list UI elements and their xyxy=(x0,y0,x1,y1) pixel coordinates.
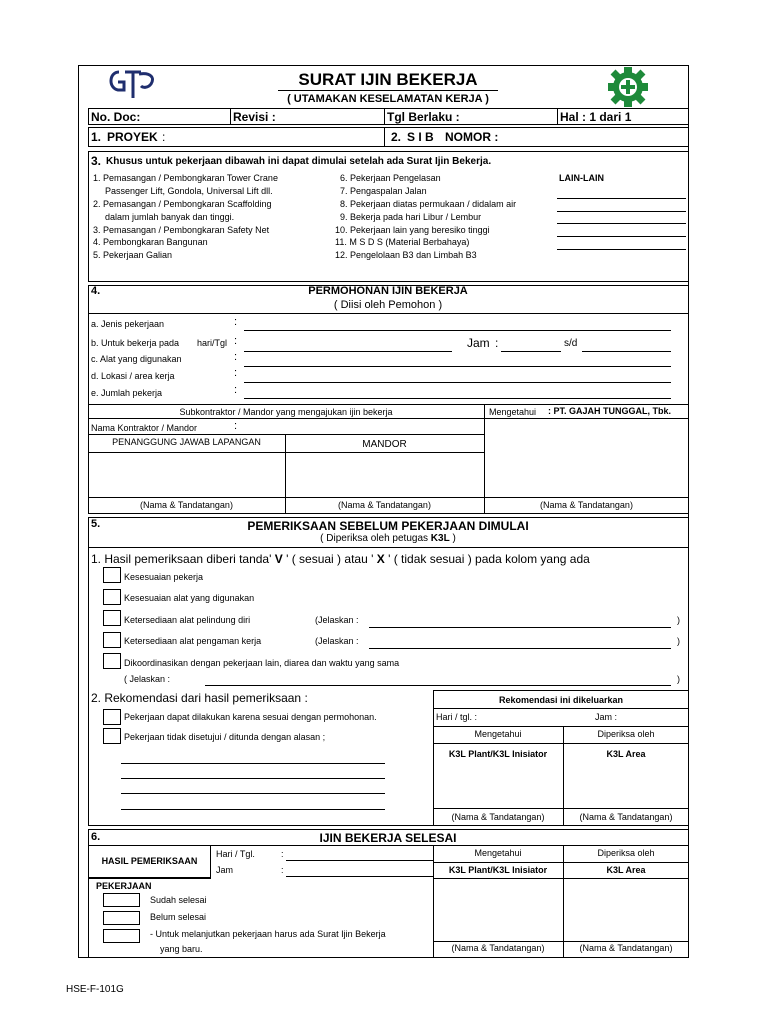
sec3-mid-0: 6. Pekerjaan Pengelasan xyxy=(340,173,441,183)
rek-1-label: Pekerjaan dapat dilakukan karena sesuai dengan permohonan. xyxy=(124,712,377,722)
sec3-mid-1: 7. Pengaspalan Jalan xyxy=(340,186,427,196)
sec3-left-4: 3. Pemasangan / Pembongkaran Safety Net xyxy=(93,225,270,235)
jelaskan-4-input[interactable] xyxy=(205,685,671,686)
item-3-label: Ketersediaan alat pengaman kerja xyxy=(124,636,262,646)
sec6-diperiksa: Diperiksa oleh xyxy=(597,848,655,858)
sec6-hari-label: Hari / Tgl. xyxy=(216,849,255,859)
sec6-jam-label: Jam xyxy=(216,865,234,875)
rek-area-signature-area[interactable] xyxy=(564,762,688,807)
form-code: HSE-F-101G xyxy=(66,984,124,995)
lokasi-input[interactable] xyxy=(244,382,671,383)
check-kesesuaian-alat[interactable] xyxy=(103,589,121,605)
sd-label: s/d xyxy=(564,338,578,349)
check-rek-dapat[interactable] xyxy=(103,709,121,725)
check-alat-pelindung[interactable] xyxy=(103,610,121,626)
check-koordinasi[interactable] xyxy=(103,653,121,669)
sec3-mid-2: 8. Pekerjaan diatas permukaan / didalam air xyxy=(340,199,517,209)
sec4-title: PERMOHONAN IJIN BEKERJA xyxy=(308,285,468,297)
item-1-label: Kesesuaian alat yang digunakan xyxy=(124,593,255,603)
company-logo-icon xyxy=(105,66,161,102)
rek-2-label: Pekerjaan tidak disetujui / ditunda dengan alasan ; xyxy=(124,732,326,742)
rek-mengetahui: Mengetahui xyxy=(474,729,522,739)
revisi-label: Revisi : xyxy=(233,110,276,124)
jelaskan-4-label: ( Jelaskan : xyxy=(124,674,171,684)
bekerja-pada-label: b. Untuk bekerja pada xyxy=(91,338,180,348)
hari-tgl-label: hari/Tgl xyxy=(197,338,228,348)
sec3-num: 3. xyxy=(91,154,102,168)
form-title: SURAT IJIN BEKERJA xyxy=(298,70,478,89)
subkon-label: Subkontraktor / Mandor yang mengajukan ijin bekerja xyxy=(179,407,393,417)
sec6-jam-input[interactable] xyxy=(286,876,433,877)
alat-input[interactable] xyxy=(244,366,671,367)
tgl-berlaku-label: Tgl Berlaku : xyxy=(387,110,460,124)
jumlah-input[interactable] xyxy=(244,398,671,399)
sec6-area-signature-area[interactable] xyxy=(564,879,688,940)
hasil-label: HASIL PEMERIKSAAN xyxy=(101,856,198,866)
rek-k3l-plant: K3L Plant/K3L Inisiator xyxy=(448,749,548,759)
jenis-pekerjaan-input[interactable] xyxy=(244,330,671,331)
rek-jam: Jam : xyxy=(595,712,618,722)
pj-signature-area[interactable] xyxy=(89,453,284,496)
rek-diperiksa: Diperiksa oleh xyxy=(597,729,655,739)
jelaskan-3-input[interactable] xyxy=(369,648,671,649)
sign-mandor: (Nama & Tandatangan) xyxy=(338,500,431,510)
proyek-num: 1. xyxy=(91,130,102,144)
sign-pj: (Nama & Tandatangan) xyxy=(140,500,233,510)
sec6-hari-input[interactable] xyxy=(286,860,433,861)
form-subtitle: ( UTAMAKAN KESELAMATAN KERJA ) xyxy=(287,93,489,105)
sec5-question-1: 1. Hasil pemeriksaan diberi tanda' V ' ( sesuai ) atau ' X ' ( tidak sesuai ) pada kolom yang ada xyxy=(91,552,590,566)
sec3-mid-5: 11. M S D S (Material Berbahaya) xyxy=(335,237,470,247)
project-row xyxy=(88,127,689,147)
rek-head: Rekomendasi ini dikeluarkan xyxy=(498,695,624,705)
lain-lain-label: LAIN-LAIN xyxy=(559,173,604,183)
jam-label: Jam xyxy=(467,336,490,350)
sec4-sub: ( Diisi oleh Pemohon ) xyxy=(333,299,443,311)
rek-hari: Hari / tgl. : xyxy=(436,712,478,722)
sec6-sign-plant: (Nama & Tandatangan) xyxy=(451,943,545,953)
sec6-sign-area: (Nama & Tandatangan) xyxy=(579,943,673,953)
sec5-num: 5. xyxy=(91,518,101,530)
jelaskan-2-label: (Jelaskan : xyxy=(315,615,359,625)
sec3-mid-4: 10. Pekerjaan lain yang beresiko tinggi xyxy=(335,225,490,235)
check-lanjutkan[interactable] xyxy=(103,929,140,943)
alat-label: c. Alat yang digunakan xyxy=(91,354,182,364)
check-kesesuaian-pekerja[interactable] xyxy=(103,567,121,583)
gt-signature-area[interactable] xyxy=(485,419,688,496)
sec3-left-1: Passenger Lift, Gondola, Universal Lift dll. xyxy=(105,186,273,196)
proyek-label: PROYEK xyxy=(107,130,158,144)
sec6-title: IJIN BEKERJA SELESAI xyxy=(319,831,457,845)
sec5-sub: ( Diperiksa oleh petugas K3L ) xyxy=(320,533,456,544)
sec6-num: 6. xyxy=(91,831,101,843)
sec3-left-6: 5. Pekerjaan Galian xyxy=(93,250,173,260)
hal-label: Hal : 1 dari 1 xyxy=(560,110,632,124)
sec6-plant-signature-area[interactable] xyxy=(434,879,562,940)
k3-logo xyxy=(604,66,652,108)
check-alat-pengaman[interactable] xyxy=(103,632,121,648)
jam-start-input[interactable] xyxy=(501,351,561,352)
rek-sign-area: (Nama & Tandatangan) xyxy=(579,812,673,822)
alasan-line-1[interactable] xyxy=(121,763,385,764)
alasan-line-4[interactable] xyxy=(121,809,385,810)
belum-label: Belum selesai xyxy=(150,912,207,922)
lokasi-label: d. Lokasi / area kerja xyxy=(91,371,175,381)
sib-label: S I B xyxy=(407,130,434,144)
sec3-left-3: dalam jumlah banyak dan tinggi. xyxy=(105,212,235,222)
jenis-pekerjaan-label: a. Jenis pekerjaan xyxy=(91,319,165,329)
mandor-label: MANDOR xyxy=(362,439,407,450)
check-belum-selesai[interactable] xyxy=(103,911,140,925)
company-name: : PT. GAJAH TUNGGAL, Tbk. xyxy=(548,406,672,416)
alasan-line-2[interactable] xyxy=(121,778,385,779)
rek-plant-signature-area[interactable] xyxy=(434,762,562,807)
lain-line-5[interactable] xyxy=(557,249,686,250)
lain-line-1[interactable] xyxy=(557,198,686,199)
sec3-mid-6: 12. Pengelolaan B3 dan Limbah B3 xyxy=(335,250,477,260)
lanjut-1-label: - Untuk melanjutkan pekerjaan harus ada Surat Ijin Bekerja xyxy=(150,929,386,939)
sec6-k3l-plant: K3L Plant/K3L Inisiator xyxy=(448,865,548,875)
title-underline xyxy=(278,90,498,91)
item-4-label: Dikoordinasikan dengan pekerjaan lain, diarea dan waktu yang sama xyxy=(124,658,400,668)
sec5-question-2: 2. Rekomendasi dari hasil pemeriksaan : xyxy=(91,691,308,705)
sec3-title: Khusus untuk pekerjaan dibawah ini dapat dimulai setelah ada Surat Ijin Bekerja. xyxy=(106,156,492,167)
lain-line-2[interactable] xyxy=(557,211,686,212)
sec3-left-0: 1. Pemasangan / Pembongkaran Tower Crane xyxy=(93,173,278,183)
sudah-label: Sudah selesai xyxy=(150,895,207,905)
proyek-colon: : xyxy=(162,130,166,144)
item-2-label: Ketersediaan alat pelindung diri xyxy=(124,615,251,625)
check-rek-tidak[interactable] xyxy=(103,728,121,744)
rek-k3l-area: K3L Area xyxy=(606,749,646,759)
sec3-left-2: 2. Pemasangan / Pembongkaran Scaffolding xyxy=(93,199,272,209)
lain-line-3[interactable] xyxy=(557,223,686,224)
jelaskan-3-label: (Jelaskan : xyxy=(315,636,359,646)
nomor-label: NOMOR : xyxy=(445,130,499,144)
check-sudah-selesai[interactable] xyxy=(103,893,140,907)
sec6-mengetahui: Mengetahui xyxy=(474,848,522,858)
alasan-line-3[interactable] xyxy=(121,793,385,794)
lanjut-2-label: yang baru. xyxy=(160,944,203,954)
sec4-num: 4. xyxy=(91,285,101,297)
nama-kontraktor-label: Nama Kontraktor / Mandor xyxy=(91,423,198,433)
sec3-mid-3: 9. Bekerja pada hari Libur / Lembur xyxy=(340,212,482,222)
jumlah-label: e. Jumlah pekerja xyxy=(91,388,163,398)
sec6-k3l-area: K3L Area xyxy=(606,865,646,875)
sib-num: 2. xyxy=(391,130,402,144)
sec5-title: PEMERIKSAAN SEBELUM PEKERJAAN DIMULAI xyxy=(247,519,529,533)
pekerjaan-label: PEKERJAAN xyxy=(96,881,152,891)
hari-tgl-input[interactable] xyxy=(244,351,452,352)
rek-sign-plant: (Nama & Tandatangan) xyxy=(451,812,545,822)
no-doc-label: No. Doc: xyxy=(91,110,141,124)
item-0-label: Kesesuaian pekerja xyxy=(124,572,204,582)
sign-gt: (Nama & Tandatangan) xyxy=(540,500,633,510)
sec3-left-5: 4. Pembongkaran Bangunan xyxy=(93,237,208,247)
jam-end-input[interactable] xyxy=(582,351,671,352)
jelaskan-2-input[interactable] xyxy=(369,627,671,628)
safety-gear-icon xyxy=(604,66,652,108)
mandor-signature-area[interactable] xyxy=(286,453,483,496)
company-logo xyxy=(105,66,161,102)
pj-lapangan-label: PENANGGUNG JAWAB LAPANGAN xyxy=(112,437,261,447)
lain-line-4[interactable] xyxy=(557,236,686,237)
mengetahui-label: Mengetahui xyxy=(489,407,537,417)
